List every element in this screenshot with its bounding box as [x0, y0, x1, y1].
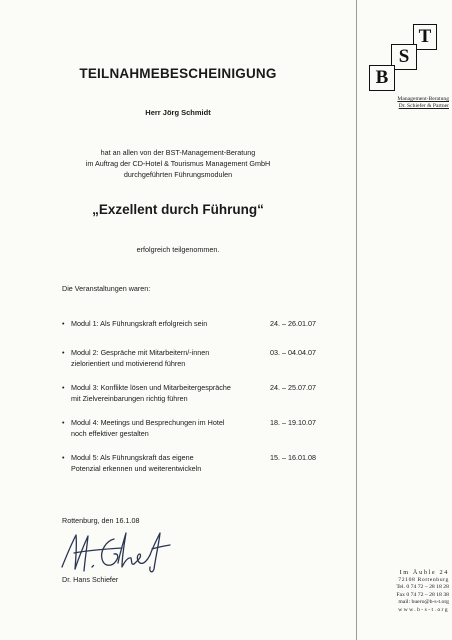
module-line: zielorientiert und motivierend führen: [71, 359, 186, 368]
module-text: [71, 417, 266, 439]
bullet-icon: •: [62, 418, 65, 427]
module-line: Potenzial erkennen und weiterentwickeln: [71, 464, 202, 473]
address-email: mail: buero@b-s-t.org: [398, 599, 449, 606]
company-line: Dr. Schiefer & Partner: [398, 103, 449, 109]
module-text: [71, 347, 266, 369]
intro-line: im Auftrag der CD-Hotel & Tourismus Management GmbH: [85, 159, 271, 168]
bullet-icon: •: [62, 453, 65, 462]
bst-logo: [369, 24, 439, 90]
result-text: erfolgreich teilgenommen.: [136, 245, 220, 254]
course-title: „Exzellent durch Führung“: [92, 202, 264, 217]
module-text: [71, 382, 266, 404]
address-website: www.b-s-t.org: [398, 606, 449, 613]
company-name: [359, 96, 449, 110]
vertical-divider: [356, 0, 357, 640]
intro-line: durchgeführten Führungsmodulen: [123, 170, 233, 179]
bullet-icon: •: [62, 319, 65, 328]
logo-letter-s: S: [391, 44, 417, 70]
address-phone: Tel. 0 74 72 – 28 18 28: [396, 584, 449, 591]
module-line: Modul 2: Gespräche mit Mitarbeitern/-innen: [71, 348, 210, 357]
address-street: Im Äuble 24: [399, 569, 449, 576]
intro-text: [0, 147, 356, 180]
recipient-name: Herr Jörg Schmidt: [145, 108, 211, 117]
company-line: Management-Beratung: [397, 96, 449, 102]
module-line: Modul 3: Konflikte lösen und Mitarbeitergespräche: [71, 383, 231, 392]
logo-letter-t: T: [413, 24, 437, 50]
address-city: 72108 Rottenburg: [398, 576, 449, 583]
module-line: Modul 1: Als Führungskraft erfolgreich sein: [71, 319, 208, 328]
bullet-icon: •: [62, 348, 65, 357]
address-fax: Fax 0 74 72 – 28 18 38: [396, 591, 449, 598]
module-date: 03. – 04.04.07: [270, 348, 316, 357]
place-date: Rottenburg, den 16.1.08: [62, 516, 140, 525]
logo-letter-b: B: [369, 65, 395, 91]
module-line: Modul 5: Als Führungskraft das eigene: [71, 453, 194, 462]
module-text: [71, 452, 266, 474]
module-date: 18. – 19.10.07: [270, 418, 316, 427]
module-date: 15. – 16.01.08: [270, 453, 316, 462]
certificate-title: TEILNAHMEBESCHEINIGUNG: [79, 66, 277, 81]
signer-name: Dr. Hans Schiefer: [62, 575, 119, 584]
module-date: 24. – 25.07.07: [270, 383, 316, 392]
company-address: [359, 569, 449, 615]
signature-image: [56, 527, 176, 575]
intro-line: hat an allen von der BST-Management-Beratung: [100, 148, 256, 157]
module-line: Modul 4: Meetings und Besprechungen im Hotel: [71, 418, 225, 427]
module-date: 24. – 26.01.07: [270, 319, 316, 328]
bullet-icon: •: [62, 383, 65, 392]
events-heading: Die Veranstaltungen waren:: [62, 284, 151, 293]
module-line: noch effektiver gestalten: [71, 429, 149, 438]
module-line: mit Zielvereinbarungen richtig führen: [71, 394, 188, 403]
module-text: [71, 318, 266, 329]
